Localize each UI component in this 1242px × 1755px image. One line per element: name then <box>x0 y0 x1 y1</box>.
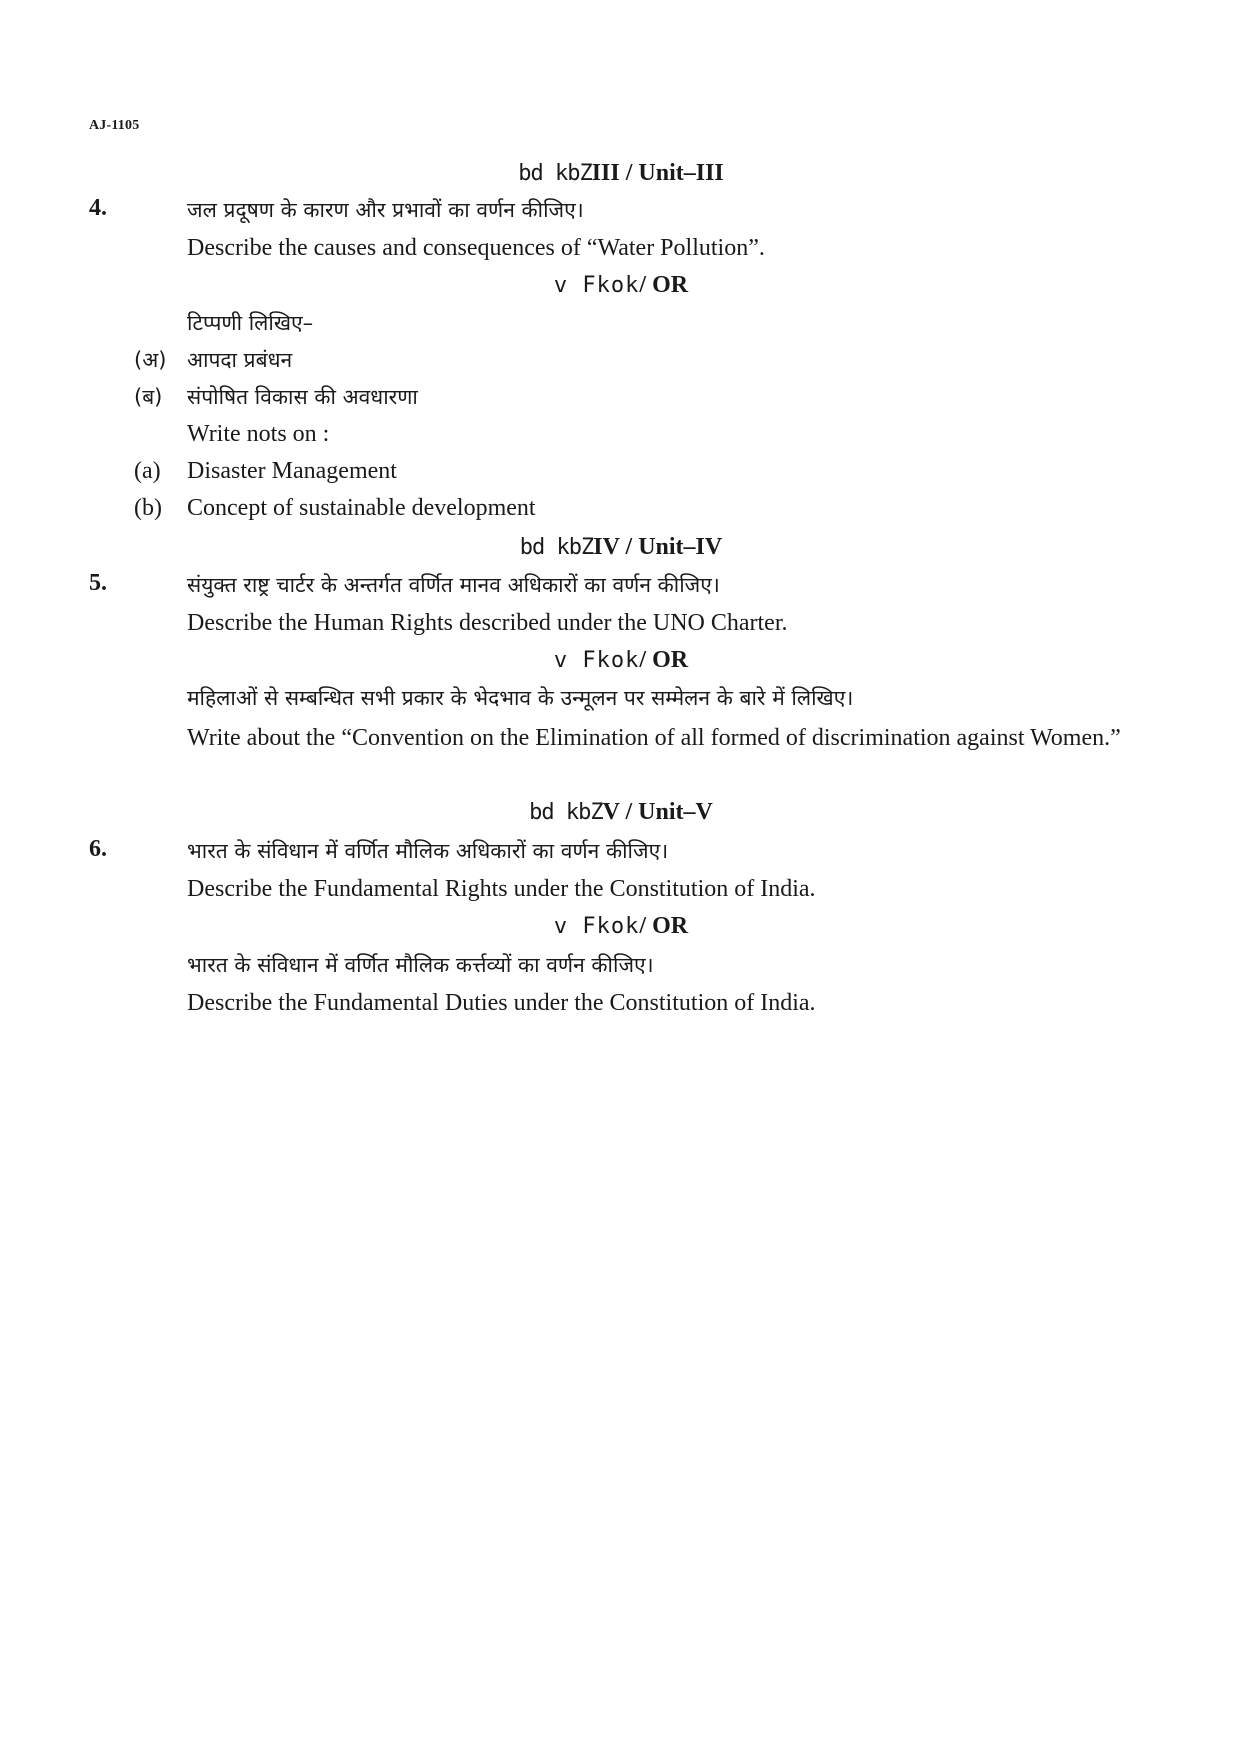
question-5-english: Describe the Human Rights described under the UNO Charter. <box>187 610 788 636</box>
unit-4-heading-text: IV / Unit–IV <box>593 534 723 560</box>
unit-4-heading-glyph: bd kbZ <box>519 535 594 560</box>
unit-3-heading <box>0 158 1242 189</box>
question-4-hindi: जल प्रदूषण के कारण और प्रभावों का वर्णन कीजिए। <box>187 198 584 222</box>
question-4-number: 4. <box>89 195 107 221</box>
question-5-hindi: संयुक्त राष्ट्र चार्टर के अन्तर्गत वर्णित मानव अधिकारों का वर्णन कीजिए। <box>187 573 720 597</box>
hindi-item-a-marker: (अ) <box>134 348 167 372</box>
unit-3-or-text: / OR <box>639 272 689 298</box>
unit-3-or-divider <box>0 270 1242 301</box>
unit-5-heading-glyph: bd kbZ <box>529 800 603 825</box>
question-6-alt-hindi: भारत के संविधान में वर्णित मौलिक कर्त्तव्यों का वर्णन कीजिए। <box>187 953 654 977</box>
question-4-alt-hindi-intro: टिप्पणी लिखिए– <box>187 311 314 335</box>
question-4-alt-english-intro: Write nots on : <box>187 421 330 447</box>
english-item-b-marker: (b) <box>134 495 162 521</box>
paper-code: AJ-1105 <box>89 118 140 133</box>
unit-3-or-glyph: v Fkok <box>553 273 640 298</box>
question-5-alt-hindi: महिलाओं से सम्बन्धित सभी प्रकार के भेदभाव के उन्मूलन पर सम्मेलन के बारे में लिखिए। <box>187 686 854 710</box>
unit-5-heading <box>0 797 1242 828</box>
hindi-item-a-text: आपदा प्रबंधन <box>187 348 293 372</box>
question-5-alt-english: Write about the “Convention on the Elimination of all formed of discrimination against Women.” <box>187 725 1121 751</box>
english-item-b-text: Concept of sustainable development <box>187 495 536 521</box>
unit-4-or-divider <box>0 645 1242 676</box>
unit-5-heading-text: V / Unit–V <box>602 799 713 825</box>
unit-4-heading <box>0 532 1242 563</box>
hindi-item-b-text: संपोषित विकास की अवधारणा <box>187 385 418 409</box>
unit-4-or-glyph: v Fkok <box>553 648 640 673</box>
question-6-alt-english: Describe the Fundamental Duties under the Constitution of India. <box>187 990 816 1016</box>
unit-3-heading-glyph: bd kbZ <box>518 161 592 186</box>
question-6-hindi: भारत के संविधान में वर्णित मौलिक अधिकारों का वर्णन कीजिए। <box>187 839 669 863</box>
question-4-english: Describe the causes and consequences of “Water Pollution”. <box>187 235 765 261</box>
unit-5-or-text: / OR <box>639 913 689 939</box>
question-5-number: 5. <box>89 570 107 596</box>
english-item-a-text: Disaster Management <box>187 458 397 484</box>
unit-5-or-glyph: v Fkok <box>553 914 640 939</box>
question-6-english: Describe the Fundamental Rights under the Constitution of India. <box>187 876 816 902</box>
unit-3-heading-text: III / Unit–III <box>591 160 724 186</box>
english-item-a-marker: (a) <box>134 458 161 484</box>
hindi-item-b-marker: (ब) <box>134 385 163 409</box>
question-6-number: 6. <box>89 836 107 862</box>
unit-5-or-divider <box>0 911 1242 942</box>
unit-4-or-text: / OR <box>639 647 689 673</box>
